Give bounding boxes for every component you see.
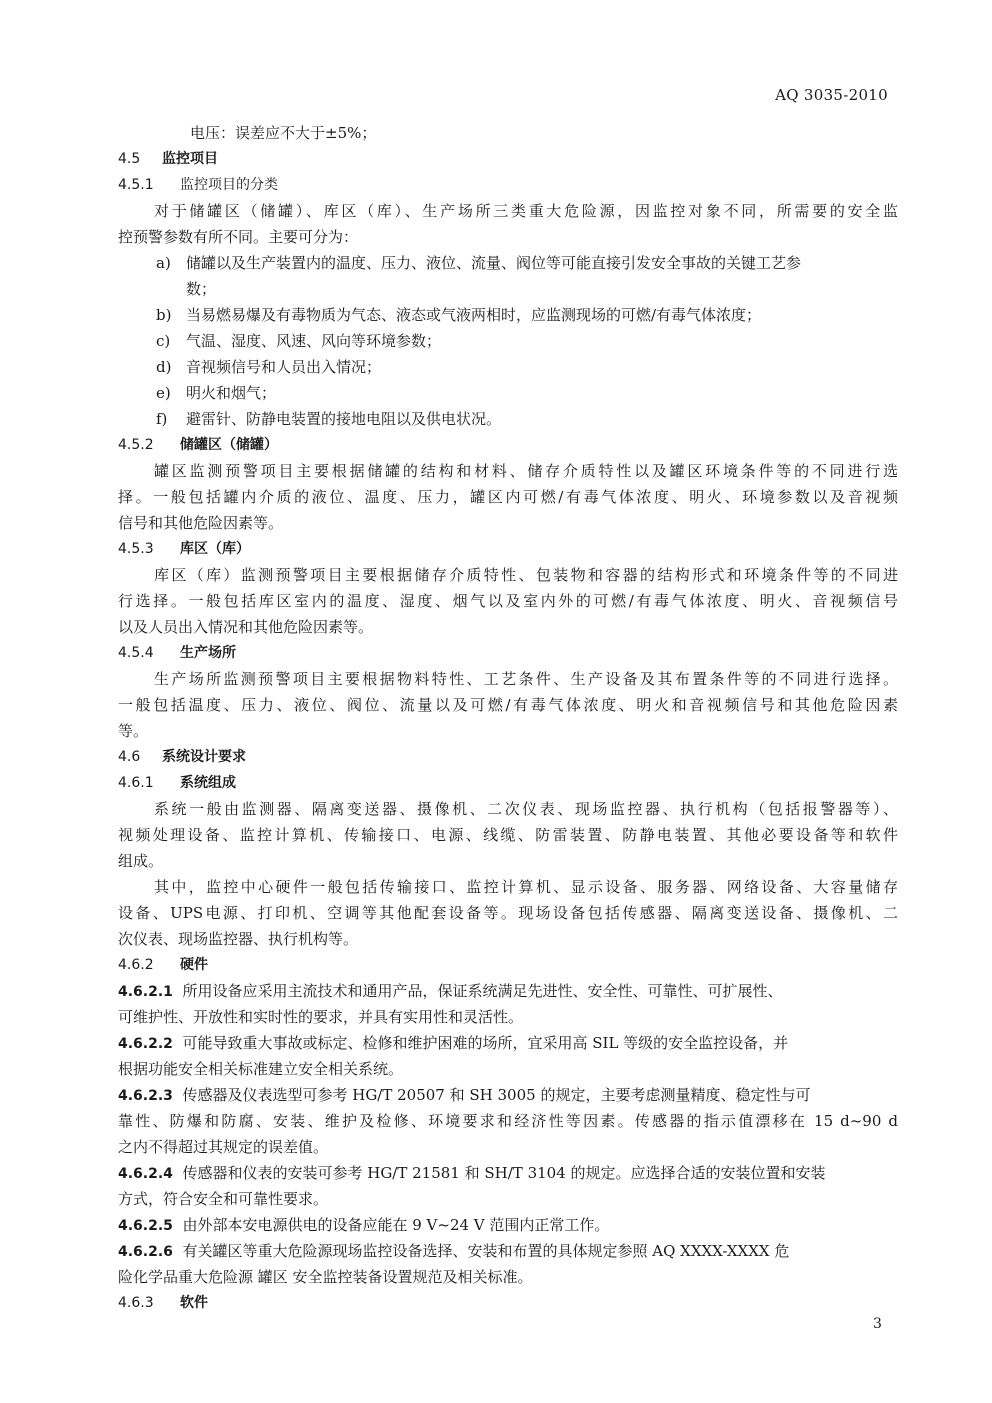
section-number: 4.6.2 (118, 957, 154, 973)
clause-number: 4.6.2.5 (118, 1218, 173, 1234)
paragraph-line: 择。一般包括罐内介质的液位、温度、压力，罐区内可燃/有毒气体浓度、明火、环境参数以及音视频 (118, 488, 898, 506)
section-number: 4.5.1 (118, 177, 154, 193)
list-marker: d) (156, 358, 172, 376)
section-title: 软件 (180, 1295, 208, 1311)
clause-4-6-2-3 (118, 1082, 898, 1108)
paragraph-line: 一般包括温度、压力、液位、阀位、流量以及可燃/有毒气体浓度、明火和音视频信号和其他危险因素 (118, 696, 898, 714)
section-title: 硬件 (180, 957, 208, 973)
clause-number: 4.6.2.1 (118, 984, 173, 1000)
section-heading-4-6-2 (118, 952, 898, 978)
paragraph-line: 可维护性、开放性和实时性的要求，并具有实用性和灵活性。 (118, 1008, 524, 1026)
paragraph-line: 库区（库）监测预警项目主要根据储存介质特性、包装物和容器的结构形式和环境条件等的不同进 (154, 566, 898, 584)
list-item-f (118, 406, 898, 432)
paragraph-line: 信号和其他危险因素等。 (118, 514, 284, 532)
clause-text: 可能导致重大事故或标定、检修和维护困难的场所，宜采用高 SIL 等级的安全监控设备，并 (182, 1034, 789, 1052)
paragraph-line: 靠性、防爆和防腐、安装、维护及检修、环境要求和经济性等因素。传感器的指示值漂移在 15 d~90 d (118, 1112, 898, 1130)
section-number: 4.5 (118, 151, 141, 167)
section-number: 4.5.4 (118, 645, 154, 661)
list-marker: b) (156, 306, 172, 324)
paragraph-line: 之内不得超过其规定的误差值。 (118, 1138, 329, 1156)
list-marker: e) (156, 384, 171, 402)
paragraph-line: 以及人员出入情况和其他危险因素等。 (118, 618, 374, 636)
list-text: 气温、湿度、风速、风向等环境参数； (186, 332, 442, 350)
section-heading-4-5-1 (118, 172, 898, 198)
section-title: 库区（库） (180, 541, 250, 557)
clause-text: 由外部本安电源供电的设备应能在 9 V~24 V 范围内正常工作。 (182, 1216, 610, 1234)
paragraph-line: 系统一般由监测器、隔离变送器、摄像机、二次仪表、现场监控器、执行机构（包括报警器等）、 (154, 800, 898, 818)
paragraph-line: 行选择。一般包括库区室内的温度、湿度、烟气以及室内外的可燃/有毒气体浓度、明火、音视频信号 (118, 592, 898, 610)
paragraph-line: 对于储罐区（储罐）、库区（库）、生产场所三类重大危险源，因监控对象不同，所需要的安全监 (154, 202, 898, 220)
list-text: 音视频信号和人员出入情况； (186, 358, 382, 376)
list-item-b (118, 302, 898, 328)
clause-number: 4.6.2.4 (118, 1166, 173, 1182)
section-heading-4-5-4 (118, 640, 898, 666)
clause-number: 4.6.2.2 (118, 1036, 173, 1052)
paragraph-line: 设备、UPS电源、打印机、空调等其他配套设备等。现场设备包括传感器、隔离变送设备、摄像机、二 (118, 904, 898, 922)
page-body (118, 120, 898, 1316)
document-code: AQ 3035-2010 (775, 86, 888, 104)
section-heading-4-6-1 (118, 770, 898, 796)
clause-4-6-2-1 (118, 978, 898, 1004)
paragraph-line: 险化学品重大危险源 罐区 安全监控装备设置规范及相关标准。 (118, 1268, 533, 1286)
list-marker: a) (156, 254, 171, 272)
paragraph-line: 电压：误差应不大于±5%； (190, 124, 377, 142)
list-item-continuation: 数； (186, 280, 217, 298)
paragraph-line: 罐区监测预警项目主要根据储罐的结构和材料、储存介质特性以及罐区环境条件等的不同进行选 (154, 462, 898, 480)
list-text: 避雷针、防静电装置的接地电阻以及供电状况。 (186, 410, 502, 428)
clause-text: 传感器及仪表选型可参考 HG/T 20507 和 SH 3005 的规定，主要考虑测量精度、稳定性与可 (182, 1086, 811, 1104)
paragraph-line: 生产场所监测预警项目主要根据物料特性、工艺条件、生产设备及其布置条件等的不同进行选择。 (154, 670, 898, 688)
section-title: 系统设计要求 (162, 749, 246, 765)
paragraph-line: 组成。 (118, 852, 164, 870)
section-heading-4-5-3 (118, 536, 898, 562)
section-title: 监控项目 (162, 151, 218, 167)
section-number: 4.6 (118, 749, 141, 765)
paragraph-line: 方式，符合安全和可靠性要求。 (118, 1190, 329, 1208)
clause-text: 所用设备应采用主流技术和通用产品，保证系统满足先进性、安全性、可靠性、可扩展性、 (182, 982, 783, 1000)
list-text: 明火和烟气； (186, 384, 277, 402)
section-number: 4.5.2 (118, 437, 154, 453)
section-title: 储罐区（储罐） (180, 437, 278, 453)
section-number: 4.6.3 (118, 1295, 154, 1311)
section-title: 系统组成 (180, 775, 236, 791)
section-title: 生产场所 (180, 645, 236, 661)
list-text: 当易燃易爆及有毒物质为气态、液态或气液两相时，应监测现场的可燃/有毒气体浓度； (186, 306, 762, 324)
section-number: 4.6.1 (118, 775, 154, 791)
paragraph-line: 视频处理设备、监控计算机、传输接口、电源、线缆、防雷装置、防静电装置、其他必要设备等和软件 (118, 826, 898, 844)
clause-number: 4.6.2.3 (118, 1088, 173, 1104)
clause-text: 传感器和仪表的安装可参考 HG/T 21581 和 SH/T 3104 的规定。应选择合适的安装位置和安装 (182, 1164, 826, 1182)
list-item-e (118, 380, 898, 406)
list-item-d (118, 354, 898, 380)
page-number: 3 (873, 1316, 882, 1332)
section-number: 4.5.3 (118, 541, 154, 557)
paragraph-line: 次仪表、现场监控器、执行机构等。 (118, 930, 359, 948)
clause-4-6-2-5 (118, 1212, 898, 1238)
list-marker: f) (156, 410, 168, 428)
section-title: 监控项目的分类 (180, 177, 278, 193)
list-item-c (118, 328, 898, 354)
clause-4-6-2-2 (118, 1030, 898, 1056)
paragraph-line: 控预警参数有所不同。主要可分为： (118, 228, 359, 246)
paragraph-line: 其中，监控中心硬件一般包括传输接口、监控计算机、显示设备、服务器、网络设备、大容量储存 (154, 878, 898, 896)
list-text: 储罐以及生产装置内的温度、压力、液位、流量、阀位等可能直接引发安全事故的关键工艺参 (186, 254, 802, 272)
section-heading-4-6-3 (118, 1290, 898, 1316)
paragraph-line: 根据功能安全相关标准建立安全相关系统。 (118, 1060, 404, 1078)
list-marker: c) (156, 332, 171, 350)
clause-4-6-2-6 (118, 1238, 898, 1264)
clause-4-6-2-4 (118, 1160, 898, 1186)
clause-text: 有关罐区等重大危险源现场监控设备选择、安装和布置的具体规定参照 AQ XXXX-XXXX 危 (182, 1242, 790, 1260)
paragraph-line: 等。 (118, 722, 149, 740)
list-item-a (118, 250, 898, 276)
section-heading-4-5-2 (118, 432, 898, 458)
section-heading-4-6 (118, 744, 898, 770)
clause-number: 4.6.2.6 (118, 1244, 173, 1260)
section-heading-4-5 (118, 146, 898, 172)
